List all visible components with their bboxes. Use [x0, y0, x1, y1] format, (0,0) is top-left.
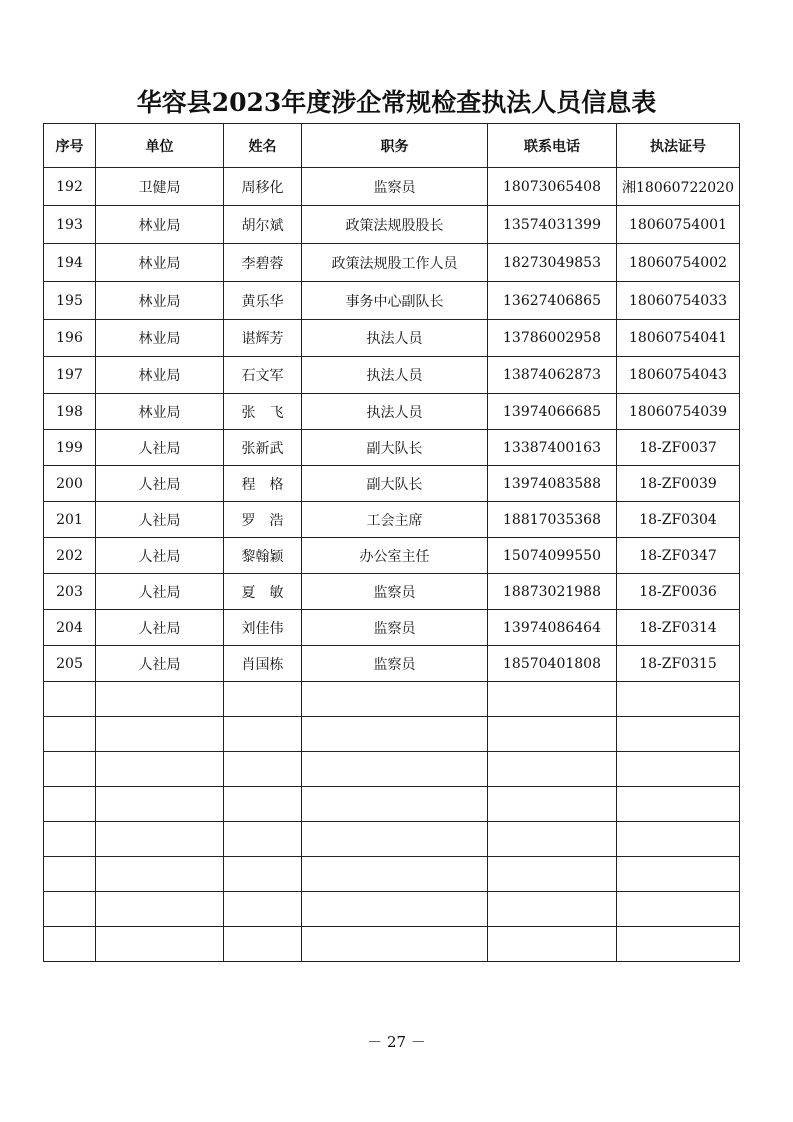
cell-unit: 人社局	[96, 574, 224, 610]
empty-cell	[44, 752, 96, 787]
empty-cell	[617, 682, 740, 717]
empty-cell	[96, 682, 224, 717]
table-row	[44, 320, 740, 357]
empty-cell	[224, 787, 302, 822]
cell-index: 193	[44, 206, 96, 244]
cell-index: 198	[44, 394, 96, 430]
empty-cell	[96, 822, 224, 857]
empty-cell	[96, 927, 224, 962]
cell-license: 18060754033	[617, 282, 740, 320]
cell-phone: 13974086464	[488, 610, 617, 646]
empty-cell	[96, 717, 224, 752]
cell-unit: 人社局	[96, 646, 224, 682]
cell-index: 196	[44, 320, 96, 357]
cell-index: 200	[44, 466, 96, 502]
empty-cell	[224, 927, 302, 962]
empty-cell	[617, 892, 740, 927]
empty-cell	[488, 892, 617, 927]
cell-license: 18060754041	[617, 320, 740, 357]
cell-license: 18060754001	[617, 206, 740, 244]
table-row-empty	[44, 682, 740, 717]
cell-position: 工会主席	[302, 502, 488, 538]
cell-phone: 13387400163	[488, 430, 617, 466]
empty-cell	[488, 927, 617, 962]
empty-cell	[302, 752, 488, 787]
cell-index: 205	[44, 646, 96, 682]
cell-license: 湘18060722020	[617, 168, 740, 206]
cell-phone: 13974066685	[488, 394, 617, 430]
cell-unit: 林业局	[96, 206, 224, 244]
table-row	[44, 206, 740, 244]
empty-cell	[96, 752, 224, 787]
cell-position: 副大队长	[302, 430, 488, 466]
cell-phone: 13786002958	[488, 320, 617, 357]
cell-name: 周移化	[224, 168, 302, 206]
empty-cell	[488, 752, 617, 787]
cell-position: 监察员	[302, 646, 488, 682]
table-row-empty	[44, 857, 740, 892]
page-number: － 27 －	[367, 1033, 426, 1051]
empty-cell	[224, 892, 302, 927]
cell-unit: 人社局	[96, 502, 224, 538]
cell-phone: 18073065408	[488, 168, 617, 206]
cell-license: 18-ZF0039	[617, 466, 740, 502]
cell-name: 肖国栋	[224, 646, 302, 682]
table-row	[44, 574, 740, 610]
cell-unit: 人社局	[96, 466, 224, 502]
table-row	[44, 357, 740, 394]
empty-cell	[96, 857, 224, 892]
empty-cell	[224, 822, 302, 857]
enforcement-personnel-table	[43, 123, 740, 962]
header-unit: 单位	[96, 124, 224, 168]
empty-cell	[224, 682, 302, 717]
document-title: 华容县2023年度涉企常规检查执法人员信息表	[136, 88, 657, 117]
empty-cell	[302, 787, 488, 822]
cell-phone: 13574031399	[488, 206, 617, 244]
empty-cell	[617, 857, 740, 892]
cell-license: 18-ZF0037	[617, 430, 740, 466]
empty-cell	[224, 752, 302, 787]
cell-phone: 18570401808	[488, 646, 617, 682]
cell-unit: 林业局	[96, 357, 224, 394]
cell-unit: 林业局	[96, 244, 224, 282]
cell-position: 事务中心副队长	[302, 282, 488, 320]
empty-cell	[488, 857, 617, 892]
cell-name: 石文军	[224, 357, 302, 394]
table-row-empty	[44, 927, 740, 962]
empty-cell	[302, 682, 488, 717]
table-row	[44, 466, 740, 502]
cell-unit: 卫健局	[96, 168, 224, 206]
table-row-empty	[44, 717, 740, 752]
cell-unit: 人社局	[96, 610, 224, 646]
cell-name: 李碧蓉	[224, 244, 302, 282]
table-row	[44, 646, 740, 682]
cell-name: 罗 浩	[224, 502, 302, 538]
table-row-empty	[44, 822, 740, 857]
cell-name: 谌辉芳	[224, 320, 302, 357]
table-header-row	[44, 124, 740, 168]
cell-unit: 林业局	[96, 394, 224, 430]
cell-unit: 林业局	[96, 320, 224, 357]
cell-name: 黄乐华	[224, 282, 302, 320]
cell-phone: 15074099550	[488, 538, 617, 574]
empty-cell	[224, 857, 302, 892]
empty-cell	[44, 927, 96, 962]
cell-position: 政策法规股股长	[302, 206, 488, 244]
empty-cell	[44, 892, 96, 927]
empty-cell	[617, 927, 740, 962]
cell-position: 副大队长	[302, 466, 488, 502]
table-row	[44, 502, 740, 538]
cell-index: 204	[44, 610, 96, 646]
empty-cell	[617, 717, 740, 752]
cell-phone: 13627406865	[488, 282, 617, 320]
cell-unit: 人社局	[96, 538, 224, 574]
cell-license: 18-ZF0315	[617, 646, 740, 682]
empty-cell	[488, 787, 617, 822]
empty-cell	[617, 787, 740, 822]
cell-index: 203	[44, 574, 96, 610]
cell-index: 197	[44, 357, 96, 394]
cell-index: 202	[44, 538, 96, 574]
empty-cell	[224, 717, 302, 752]
empty-cell	[302, 822, 488, 857]
cell-index: 194	[44, 244, 96, 282]
cell-name: 夏 敏	[224, 574, 302, 610]
table-row-empty	[44, 892, 740, 927]
cell-index: 199	[44, 430, 96, 466]
cell-license: 18-ZF0304	[617, 502, 740, 538]
cell-unit: 林业局	[96, 282, 224, 320]
table-row	[44, 394, 740, 430]
header-position: 职务	[302, 124, 488, 168]
cell-index: 195	[44, 282, 96, 320]
cell-position: 政策法规股工作人员	[302, 244, 488, 282]
header-license: 执法证号	[617, 124, 740, 168]
table-row	[44, 538, 740, 574]
cell-unit: 人社局	[96, 430, 224, 466]
table-row	[44, 244, 740, 282]
cell-phone: 13974083588	[488, 466, 617, 502]
cell-phone: 18873021988	[488, 574, 617, 610]
cell-position: 监察员	[302, 610, 488, 646]
empty-cell	[488, 682, 617, 717]
cell-index: 201	[44, 502, 96, 538]
cell-position: 执法人员	[302, 357, 488, 394]
cell-name: 胡尔斌	[224, 206, 302, 244]
cell-index: 192	[44, 168, 96, 206]
empty-cell	[44, 682, 96, 717]
empty-cell	[44, 787, 96, 822]
empty-cell	[617, 822, 740, 857]
cell-license: 18-ZF0347	[617, 538, 740, 574]
cell-name: 刘佳伟	[224, 610, 302, 646]
empty-cell	[617, 752, 740, 787]
empty-cell	[302, 717, 488, 752]
empty-cell	[302, 892, 488, 927]
cell-license: 18-ZF0036	[617, 574, 740, 610]
table-row	[44, 282, 740, 320]
cell-position: 执法人员	[302, 320, 488, 357]
cell-position: 监察员	[302, 168, 488, 206]
cell-name: 程 格	[224, 466, 302, 502]
empty-cell	[44, 822, 96, 857]
cell-phone: 18817035368	[488, 502, 617, 538]
header-name: 姓名	[224, 124, 302, 168]
table-row	[44, 430, 740, 466]
table-row	[44, 610, 740, 646]
cell-phone: 18273049853	[488, 244, 617, 282]
cell-phone: 13874062873	[488, 357, 617, 394]
cell-license: 18-ZF0314	[617, 610, 740, 646]
empty-cell	[96, 892, 224, 927]
empty-cell	[488, 717, 617, 752]
cell-license: 18060754002	[617, 244, 740, 282]
table-row-empty	[44, 752, 740, 787]
empty-cell	[44, 717, 96, 752]
empty-cell	[302, 857, 488, 892]
cell-position: 监察员	[302, 574, 488, 610]
empty-cell	[302, 927, 488, 962]
header-phone: 联系电话	[488, 124, 617, 168]
cell-name: 张新武	[224, 430, 302, 466]
cell-license: 18060754043	[617, 357, 740, 394]
empty-cell	[44, 857, 96, 892]
table-row	[44, 168, 740, 206]
empty-cell	[488, 822, 617, 857]
cell-position: 执法人员	[302, 394, 488, 430]
empty-cell	[96, 787, 224, 822]
cell-name: 黎翰颖	[224, 538, 302, 574]
table-row-empty	[44, 787, 740, 822]
cell-name: 张 飞	[224, 394, 302, 430]
header-index: 序号	[44, 124, 96, 168]
cell-license: 18060754039	[617, 394, 740, 430]
cell-position: 办公室主任	[302, 538, 488, 574]
